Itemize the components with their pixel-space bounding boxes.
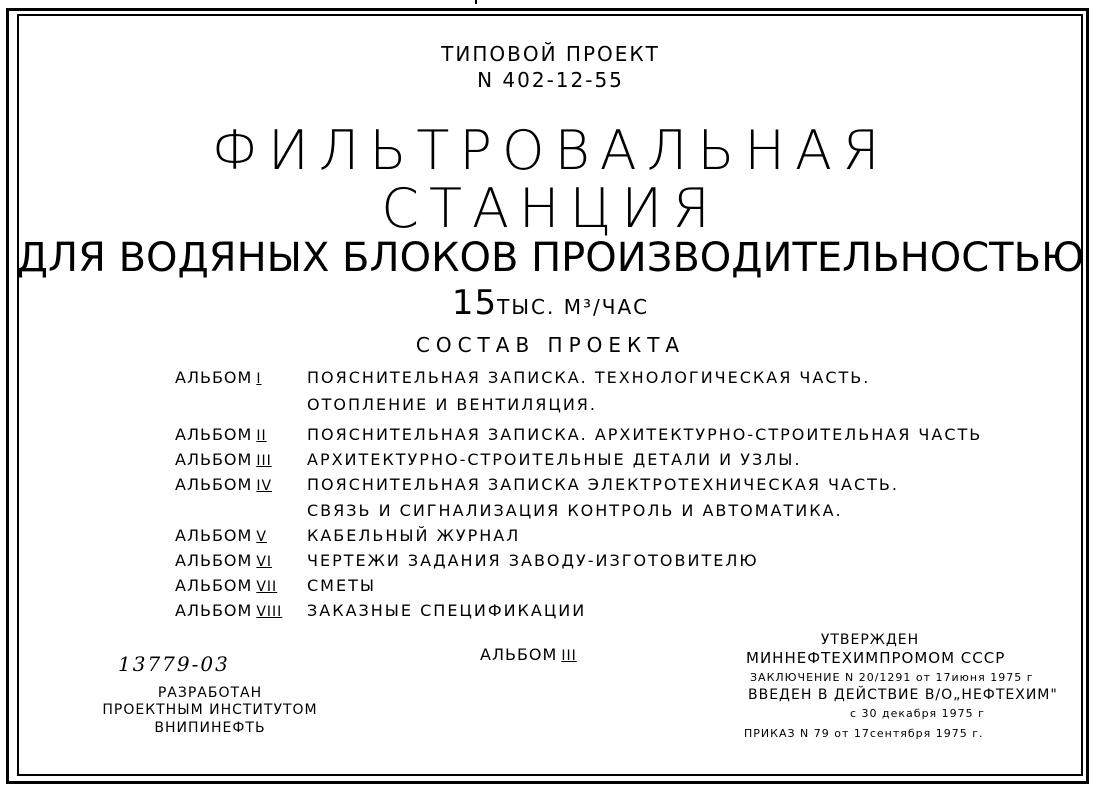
- album-marker: АЛЬБОМ III: [480, 645, 577, 664]
- capacity-unit: ТЫС. М³/ЧАС: [497, 295, 650, 319]
- developer-line-1: РАЗРАБОТАН: [157, 685, 263, 701]
- handwritten-number: 13779-03: [118, 652, 230, 676]
- album-label-6: АЛЬБОМ VI: [175, 551, 273, 570]
- title-line-3: ДЛЯ ВОДЯНЫХ БЛОКОВ ПРОИЗВОДИТЕЛЬНОСТЬЮ: [16, 235, 1085, 281]
- album-8-line-1: ЗАКАЗНЫЕ СПЕЦИФИКАЦИИ: [307, 601, 587, 620]
- album-4-line-2: СВЯЗЬ И СИГНАЛИЗАЦИЯ КОНТРОЛЬ И АВТОМАТИКА.: [307, 501, 843, 520]
- album-4-line-1: ПОЯСНИТЕЛЬНАЯ ЗАПИСКА ЭЛЕКТРОТЕХНИЧЕСКАЯ ЧАСТЬ.: [307, 475, 899, 494]
- capacity-number: 15: [451, 283, 498, 323]
- approval-line-5: с 30 декабря 1975 г: [850, 707, 985, 720]
- album-label-1: АЛЬБОМ I: [175, 368, 262, 387]
- approval-line-2: МИННЕФТЕХИМПРОМОМ СССР: [746, 649, 1006, 667]
- album-1-line-2: ОТОПЛЕНИЕ И ВЕНТИЛЯЦИЯ.: [307, 395, 597, 414]
- album-7-line-1: СМЕТЫ: [307, 576, 376, 595]
- approval-line-4: ВВЕДЕН В ДЕЙСТВИЕ В/О„НЕФТЕХИМ": [748, 687, 1058, 703]
- album-3-line-1: АРХИТЕКТУРНО-СТРОИТЕЛЬНЫЕ ДЕТАЛИ И УЗЛЫ.: [307, 450, 802, 469]
- project-number: N 402-12-55: [477, 68, 624, 92]
- capacity: [0, 283, 1101, 323]
- album-2-line-1: ПОЯСНИТЕЛЬНАЯ ЗАПИСКА. АРХИТЕКТУРНО-СТРОИТЕЛЬНАЯ ЧАСТЬ: [307, 425, 983, 444]
- developer-line-2: ПРОЕКТНЫМ ИНСТИТУТОМ: [102, 702, 318, 718]
- developer-line-3: ВНИПИНЕФТЬ: [154, 720, 266, 736]
- approval-line-3: ЗАКЛЮЧЕНИЕ N 20/1291 от 17июня 1975 г: [750, 671, 1034, 684]
- album-6-line-1: ЧЕРТЕЖИ ЗАДАНИЯ ЗАВОДУ-ИЗГОТОВИТЕЛЮ: [307, 551, 759, 570]
- album-label-4: АЛЬБОМ IV: [175, 475, 273, 494]
- album-label-5: АЛЬБОМ V: [175, 526, 267, 545]
- approval-line-6: ПРИКАЗ N 79 от 17сентября 1975 г.: [744, 727, 984, 740]
- album-5-line-1: КАБЕЛЬНЫЙ ЖУРНАЛ: [307, 526, 521, 545]
- title-line-1: ФИЛЬТРОВАЛЬНАЯ: [211, 119, 890, 182]
- album-1-line-1: ПОЯСНИТЕЛЬНАЯ ЗАПИСКА. ТЕХНОЛОГИЧЕСКАЯ ЧАСТЬ.: [307, 368, 871, 387]
- album-label-2: АЛЬБОМ II: [175, 425, 267, 444]
- album-label-8: АЛЬБОМ VIII: [175, 601, 283, 620]
- approval-line-1: УТВЕРЖДЕН: [820, 632, 920, 648]
- composition-heading: СОСТАВ ПРОЕКТА: [415, 333, 686, 357]
- album-label-3: АЛЬБОМ III: [175, 450, 272, 469]
- scan-mark: [475, 0, 477, 4]
- project-type: ТИПОВОЙ ПРОЕКТ: [441, 42, 660, 66]
- title-line-2: СТАНЦИЯ: [381, 177, 720, 240]
- album-label-7: АЛЬБОМ VII: [175, 576, 278, 595]
